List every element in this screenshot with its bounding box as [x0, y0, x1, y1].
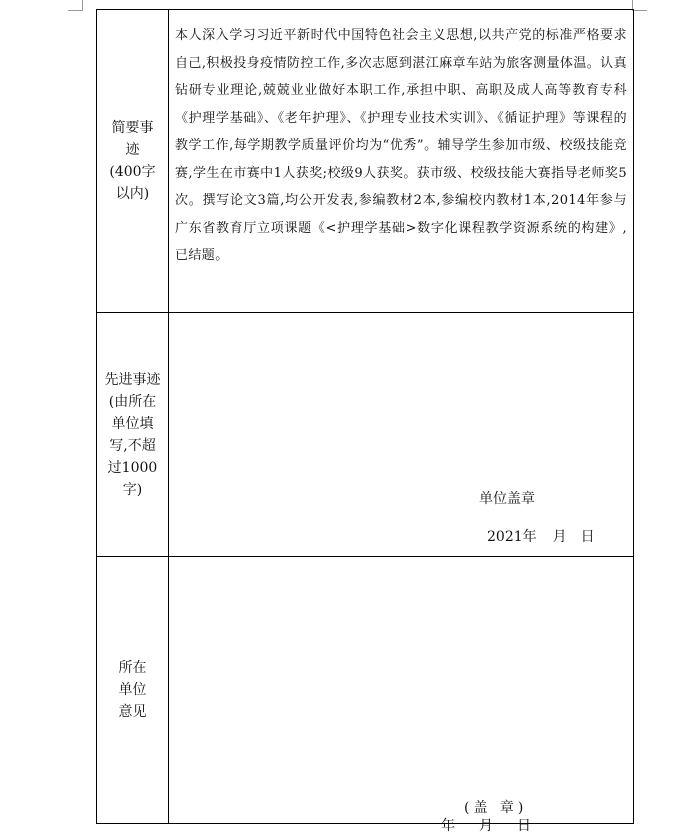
content-cell-brief-deeds[interactable] [169, 10, 633, 312]
brief-deeds-text: 本人深入学习习近平新时代中国特色社会主义思想,以共产党的标准严格要求自己,积极投身疫情防控工作,多次志愿到湛江麻章车站为旅客测量体温。认真钻研专业理论,兢兢业业做好本职工作,承担中职、高职及成人高等教育专科《护理学基础》、《老年护理》、《护理专业技术实训》、《循证护理》等课程的教学工作,每学期教学质量评价均为“优秀”。辅导学生参加市级、校级技能竞赛,学生在市赛中1人获奖;校级9人获奖。获市级、校级技能大赛指导老师奖5次。撰写论文3篇,均公开发表,参编教材2本,参编校内教材1本,2014年参与广东省教育厅立项课题《<护理学基础>数字化课程教学资源系统的构建》,已结题。 [175, 28, 627, 263]
date-year: 年 [441, 818, 455, 834]
label-brief-deeds [109, 117, 155, 205]
unit-stamp-label: 单位盖章 [479, 491, 535, 507]
label-line: 意见 [118, 704, 147, 720]
row-advanced-deeds [97, 313, 633, 557]
label-line: 所在 [118, 660, 147, 676]
label-line: 迹 [125, 142, 140, 158]
seal-label: (盖 章) [464, 800, 528, 816]
label-cell-brief-deeds [97, 10, 169, 312]
label-line: 先进事迹 [104, 371, 161, 388]
label-line: 单位填 [111, 415, 154, 432]
form-table [96, 9, 634, 834]
margin-corner-mark-left [68, 0, 83, 11]
row-unit-opinion [97, 557, 633, 834]
date-month: 月 [552, 529, 567, 545]
label-cell-unit-opinion [97, 557, 169, 823]
label-line: 以内) [115, 186, 150, 202]
label-advanced-deeds [105, 369, 161, 501]
label-line: (400字 [109, 164, 156, 180]
label-line: 简要事 [111, 120, 154, 136]
label-line: (由所在 [108, 393, 157, 410]
date-day: 日 [580, 529, 595, 545]
date-day: 日 [517, 818, 531, 834]
label-line: 过1000 [107, 459, 158, 476]
date-line [487, 526, 595, 546]
row-brief-deeds [97, 10, 633, 313]
date-month: 月 [479, 818, 493, 834]
label-unit-opinion [119, 657, 147, 723]
content-cell-advanced-deeds[interactable] [169, 313, 633, 556]
content-cell-unit-opinion[interactable] [169, 557, 633, 834]
label-line: 写,不超 [109, 437, 156, 454]
date-year: 2021年 [487, 529, 537, 545]
label-line: 字) [122, 481, 143, 498]
margin-corner-mark-right [632, 0, 647, 11]
date-line [441, 815, 531, 835]
label-line: 单位 [118, 682, 147, 698]
label-cell-advanced-deeds [97, 313, 169, 556]
